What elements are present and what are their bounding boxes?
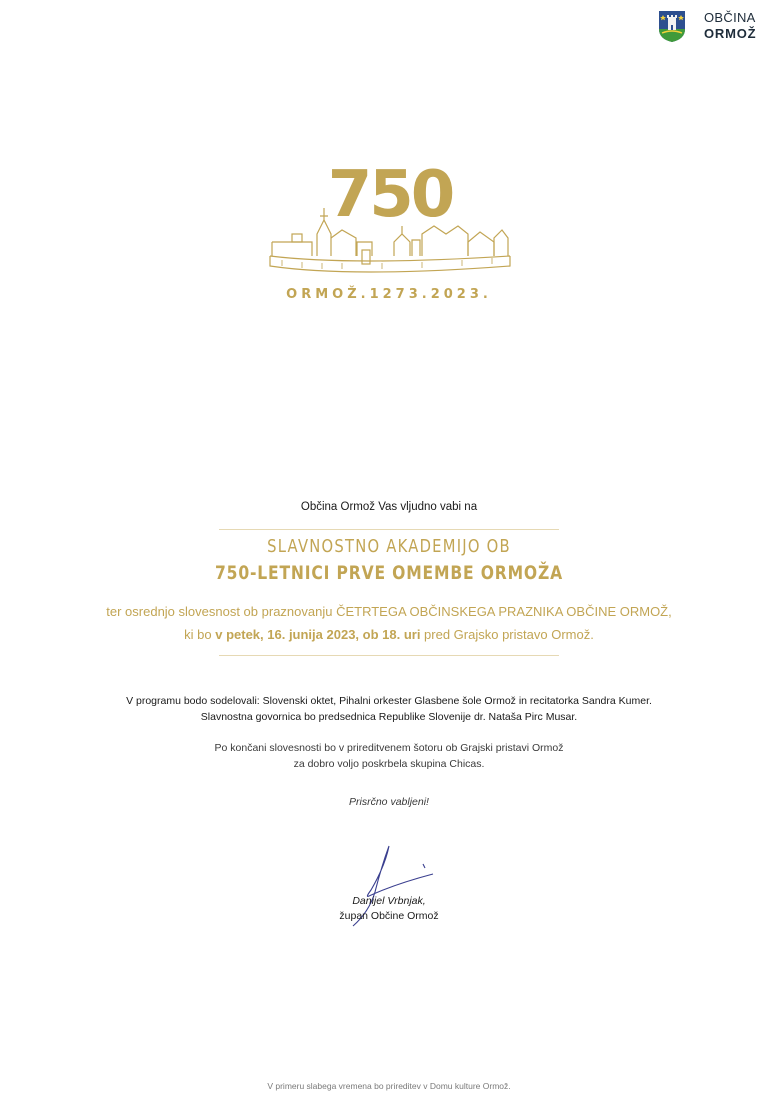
after-line1: Po končani slovesnosti bo v prireditvenem šotoru ob Grajski pristavi Ormož [214,742,564,754]
closing-greeting: Prisrčno vabljeni! [349,796,429,808]
invitation-intro: Občina Ormož Vas vljudno vabi na [300,501,478,513]
brand-line2: ORMOŽ [704,26,757,41]
weather-note-footer: V primeru slabega vremena bo prireditev v Domu kulture Ormož. [267,1081,511,1091]
date-line-bold: v petek, 16. junija 2023, ob 18. uri [215,627,421,642]
anniversary-750-logo [262,138,516,308]
signatory-role: župan Občine Ormož [339,910,439,922]
municipality-brand [704,10,756,42]
brand-line1: OBČINA [704,10,756,25]
event-date-line [0,627,778,642]
signatory [0,894,778,924]
date-line-pre: ki bo [184,627,216,642]
program-line1: V programu bodo sodelovali: Slovenski oktet, Pihalni orkester Glasbene šole Ormož in recitatorka Sandra Kumer. [126,695,652,707]
celebration-line: ter osrednjo slovesnost ob praznovanju ČETRTEGA OBČINSKEGA PRAZNIKA OBČINE ORMOŽ, [106,604,672,619]
logo-number: 750 [327,158,453,232]
program-section [0,693,778,725]
logo-caption: ORMOŽ.1273.2023. [286,287,492,302]
title-line2: 750-LETNICI PRVE OMEMBE ORMOŽA [214,562,563,584]
date-line-post: pred Grajsko pristavo Ormož. [420,627,594,642]
after-party-section [0,740,778,772]
signatory-name: Danijel Vrbnjak, [352,895,426,907]
ormoz-coat-of-arms-icon [657,9,687,43]
divider-bottom [219,655,559,656]
after-line2: za dobro voljo poskrbela skupina Chicas. [293,758,485,770]
divider-top [219,529,559,530]
title-line1: SLAVNOSTNO AKADEMIJO OB [267,536,511,557]
program-line2: Slavnostna govornica bo predsednica Republike Slovenije dr. Nataša Pirc Musar. [200,711,578,723]
